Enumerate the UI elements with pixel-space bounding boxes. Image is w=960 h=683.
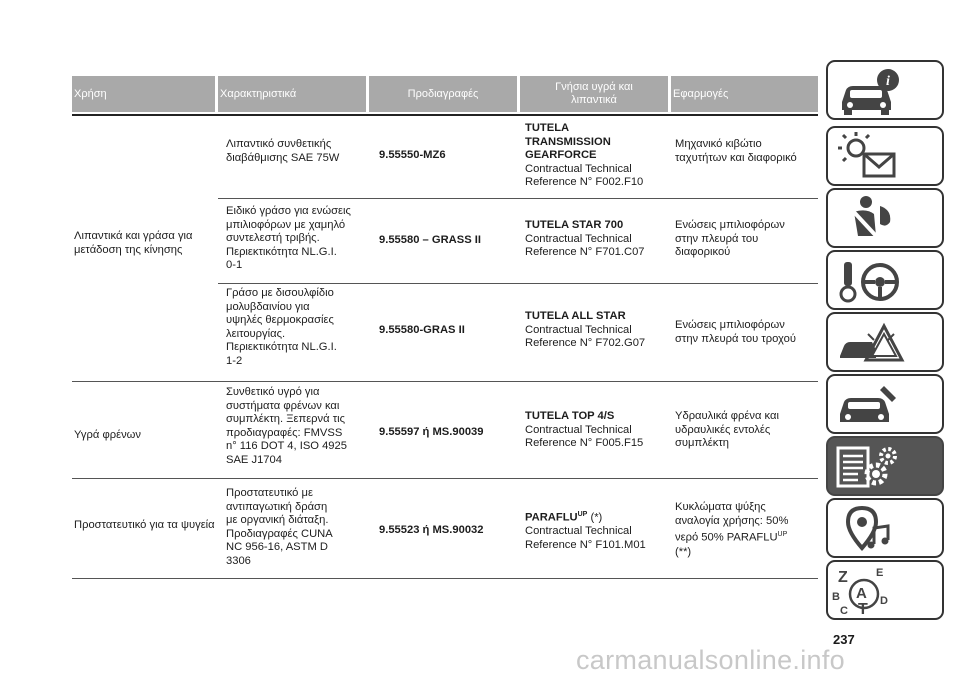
table-row-4-product: TUTELA TOP 4/S Contractual Technical Reference N° F005.F15 bbox=[525, 410, 644, 450]
table-row-4-characteristics: Συνθετικό υγρό για συστήματα φρένων και συμπλέκτη. Ξεπερνά τις προδιαγραφές: FMVSS n° 116 DOT 4, ISO 4925 SAE J1704 bbox=[226, 386, 347, 466]
seatbelt-airbag-icon bbox=[828, 190, 944, 248]
tab-lights-messages[interactable] bbox=[826, 126, 944, 186]
header-usage: Χρήση bbox=[72, 76, 215, 112]
svg-text:A: A bbox=[856, 585, 867, 602]
table-row-3-characteristics: Γράσο με δισουλφίδιο μολυβδαινίου για υψηλές θερμοκρασίες λειτουργίας. Περιεκτικότητα NL.G.I. 1-2 bbox=[226, 287, 337, 367]
svg-text:B: B bbox=[832, 591, 840, 603]
table-row-3-product: TUTELA ALL STAR Contractual Technical Reference N° F702.G07 bbox=[525, 310, 646, 350]
table-row-5-application: Κυκλώματα ψύξης αναλογία χρήσης: 50% νερό 50% $PARAFLU^{UP}$ (**) bbox=[675, 501, 789, 558]
row-divider bbox=[218, 283, 818, 284]
tab-multimedia[interactable] bbox=[826, 498, 944, 558]
table-row-1-characteristics: Λιπαντικό συνθετικής διαβάθμισης SAE 75W bbox=[226, 138, 340, 164]
usage-transmission-lubricants: Λιπαντικά και γράσα για μετάδοση της κίνησης bbox=[74, 230, 193, 256]
svg-text:Z: Z bbox=[838, 569, 848, 586]
header-specifications: Προδιαγραφές bbox=[369, 76, 517, 112]
table-row-4-spec: 9.55597 ή MS.90039 bbox=[379, 426, 484, 438]
car-info-icon bbox=[828, 62, 944, 120]
row-divider bbox=[72, 578, 818, 579]
header-applications: Εφαρμογές bbox=[671, 76, 818, 112]
header-rule bbox=[72, 114, 818, 116]
technical-data-gear-icon bbox=[828, 438, 944, 496]
table-row-5-product: $PARAFLU^{UP}$ (*) Contractual Technical Reference N° F101.M01 bbox=[525, 511, 646, 551]
key-steering-icon bbox=[828, 252, 944, 310]
table-row-1-spec: 9.55550-MZ6 bbox=[379, 149, 446, 161]
multimedia-icon bbox=[828, 500, 944, 558]
watermark: carmanualsonline.info bbox=[576, 645, 845, 675]
tab-safety[interactable] bbox=[826, 188, 944, 248]
tab-technical-data[interactable] bbox=[826, 436, 944, 496]
usage-radiator-protection: Προστατευτικό για τα ψυγεία bbox=[74, 519, 215, 531]
table-row-5-characteristics: Προστατευτικό με αντιπαγωτική δράση με οργανική διάταξη. Προδιαγραφές CUNA NC 956-16, ASTM D 3306 bbox=[226, 487, 333, 567]
table-row-4-application: Υδραυλικά φρένα και υδραυλικές εντολές συμπλέκτη bbox=[675, 410, 779, 450]
alphabetical-index-icon bbox=[828, 562, 944, 620]
lights-message-icon bbox=[828, 128, 944, 186]
table-row-3-spec: 9.55580-GRAS II bbox=[379, 324, 465, 336]
tab-car-info[interactable] bbox=[826, 60, 944, 120]
svg-text:C: C bbox=[840, 605, 848, 617]
row-divider bbox=[72, 478, 818, 479]
table-row-3-application: Ενώσεις μπιλιοφόρων στην πλευρά του τροχού bbox=[675, 319, 796, 345]
tab-index[interactable] bbox=[826, 560, 944, 620]
header-characteristics: Χαρακτηριστικά bbox=[218, 76, 366, 112]
table-row-1-product: TUTELA TRANSMISSION GEARFORCE Contractual Technical Reference N° F002.F10 bbox=[525, 122, 644, 189]
svg-text:E: E bbox=[876, 567, 884, 579]
svg-text:i: i bbox=[886, 74, 890, 89]
page-number: 237 bbox=[833, 632, 855, 647]
svg-text:T: T bbox=[858, 601, 868, 618]
table-row-2-product: TUTELA STAR 700 Contractual Technical Reference N° F701.C07 bbox=[525, 219, 645, 259]
table-row-2-characteristics: Ειδικό γράσο για ενώσεις μπιλιοφόρων με χαμηλό συντελεστή τριβής. Περιεκτικότητα NL.G.I. 0-1 bbox=[226, 205, 351, 272]
row-divider bbox=[72, 381, 818, 382]
table-row-1-application: Μηχανικό κιβώτιο ταχυτήτων και διαφορικό bbox=[675, 138, 797, 164]
svg-text:D: D bbox=[880, 595, 888, 607]
tab-emergency[interactable] bbox=[826, 312, 944, 372]
usage-brake-fluids: Υγρά φρένων bbox=[74, 429, 141, 441]
breakdown-triangle-icon bbox=[828, 314, 944, 372]
tab-maintenance[interactable] bbox=[826, 374, 944, 434]
tab-starting-driving[interactable] bbox=[826, 250, 944, 310]
table-row-2-application: Ενώσεις μπιλιοφόρων στην πλευρά του διαφορικού bbox=[675, 219, 785, 259]
table-row-5-spec: 9.55523 ή MS.90032 bbox=[379, 524, 484, 536]
car-maintenance-icon bbox=[828, 376, 944, 434]
row-divider bbox=[218, 198, 818, 199]
header-genuine-fluids: Γνήσια υγρά και λιπαντικά bbox=[520, 76, 668, 112]
table-row-2-spec: 9.55580 – GRASS II bbox=[379, 234, 481, 246]
